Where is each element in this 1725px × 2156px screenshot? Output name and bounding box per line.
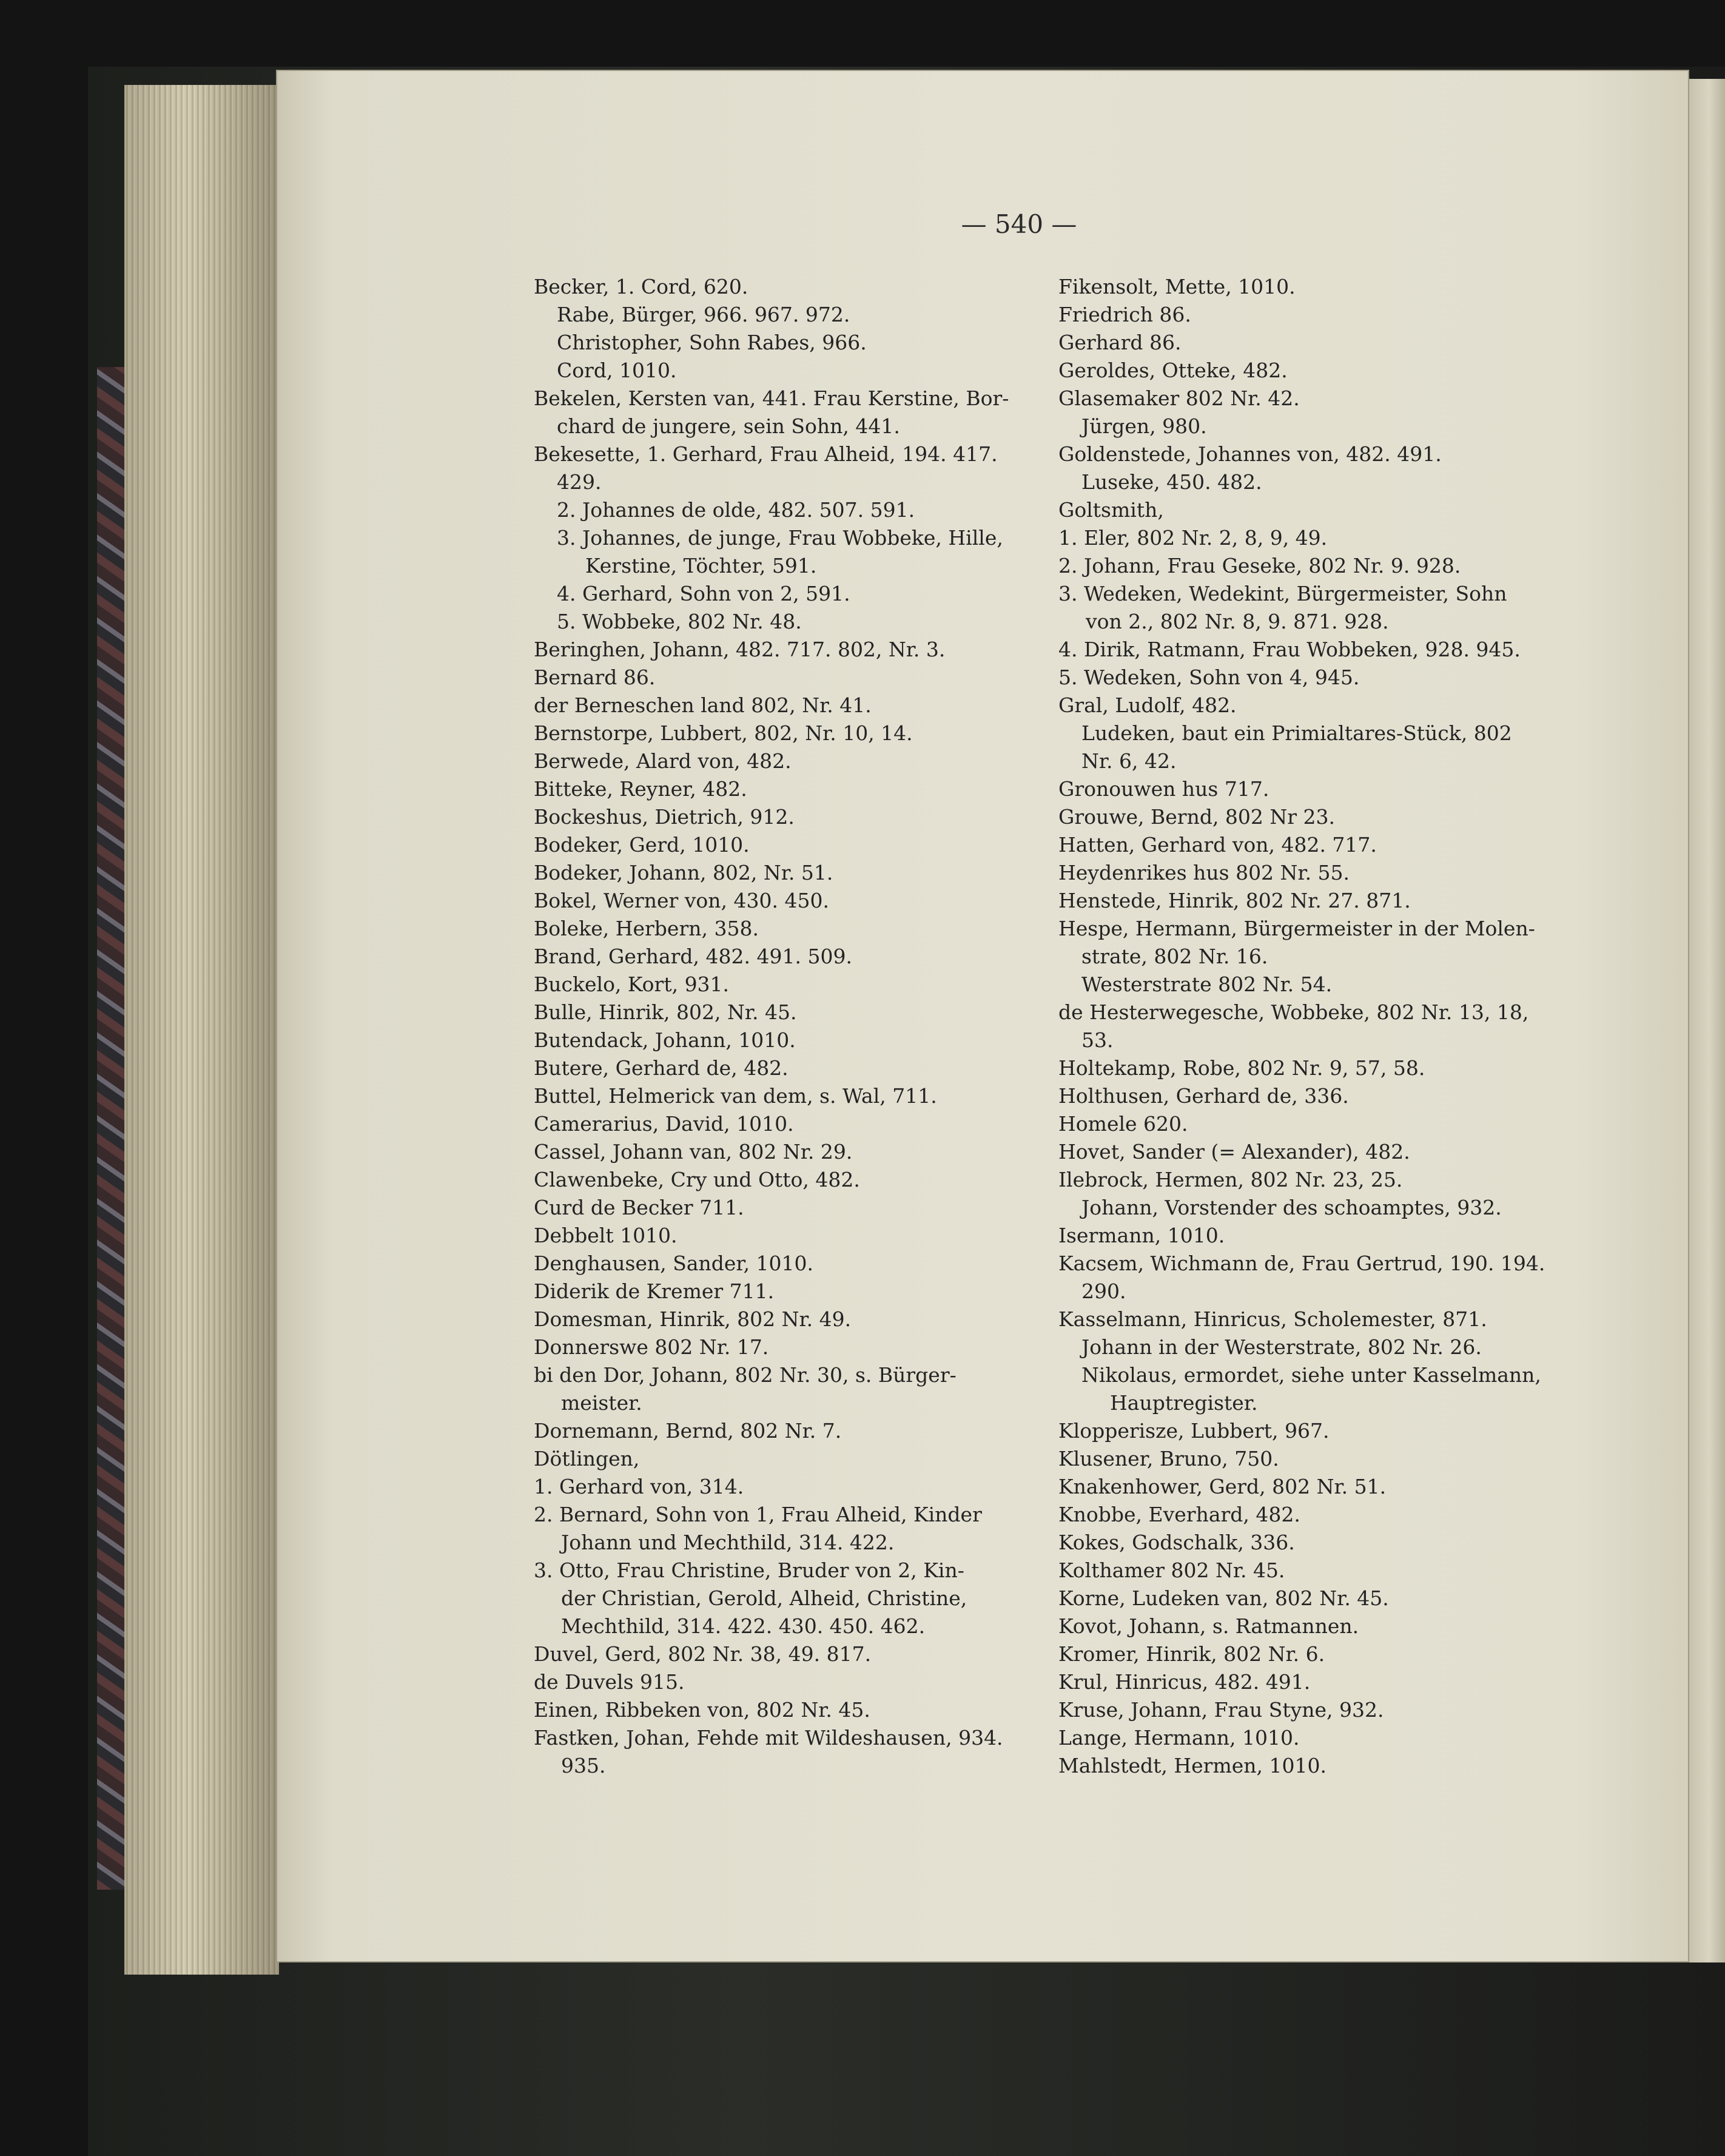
index-entry: Heydenrikes hus 802 Nr. 55.: [1058, 861, 1350, 884]
index-entry: 4. Dirik, Ratmann, Frau Wobbeken, 928. 945.: [1058, 638, 1521, 661]
index-entry: 3. Wedeken, Wedekint, Bürgermeister, Sohn: [1058, 582, 1507, 605]
index-entry: Bulle, Hinrik, 802, Nr. 45.: [534, 1000, 797, 1024]
index-entry: Kacsem, Wichmann de, Frau Gertrud, 190. 194.: [1058, 1251, 1545, 1275]
index-entry: Goltsmith,: [1058, 498, 1164, 522]
index-entry: Knakenhower, Gerd, 802 Nr. 51.: [1058, 1475, 1387, 1498]
index-entry: von 2., 802 Nr. 8, 9. 871. 928.: [1086, 610, 1389, 633]
index-entry: de Hesterwegesche, Wobbeke, 802 Nr. 13, 18,: [1058, 1000, 1529, 1024]
index-entry: 1. Gerhard von, 314.: [534, 1475, 744, 1498]
index-entry: Domesman, Hinrik, 802 Nr. 49.: [534, 1307, 852, 1331]
index-entry: Berwede, Alard von, 482.: [534, 749, 792, 773]
index-entry: Knobbe, Everhard, 482.: [1058, 1503, 1300, 1526]
index-entry: Bokel, Werner von, 430. 450.: [534, 889, 829, 912]
index-entry: bi den Dor, Johann, 802 Nr. 30, s. Bürger-: [534, 1363, 957, 1387]
index-entry: Bockeshus, Dietrich, 912.: [534, 805, 795, 829]
index-entry: Boleke, Herbern, 358.: [534, 917, 759, 940]
index-entry: Grouwe, Bernd, 802 Nr 23.: [1058, 805, 1336, 829]
index-entry: Gral, Ludolf, 482.: [1058, 693, 1237, 717]
index-entry: Jürgen, 980.: [1081, 414, 1207, 438]
index-column-left: [534, 273, 1009, 1780]
index-entry: Kokes, Godschalk, 336.: [1058, 1531, 1295, 1554]
index-entry: Bodeker, Gerd, 1010.: [534, 833, 750, 857]
index-entry: Ludeken, baut ein Primialtares-Stück, 802: [1081, 721, 1512, 745]
index-entry: Johann, Vorstender des schoamptes, 932.: [1081, 1196, 1502, 1219]
index-entry: Buckelo, Kort, 931.: [534, 972, 730, 996]
index-entry: Buttel, Helmerick van dem, s. Wal, 711.: [534, 1084, 937, 1108]
index-entry: Kromer, Hinrik, 802 Nr. 6.: [1058, 1642, 1325, 1666]
index-entry: Duvel, Gerd, 802 Nr. 38, 49. 817.: [534, 1642, 872, 1666]
index-entry: Curd de Becker 711.: [534, 1196, 744, 1219]
page-block-edge: [124, 85, 279, 1975]
index-entry: 5. Wedeken, Sohn von 4, 945.: [1058, 665, 1360, 689]
index-entry: Hatten, Gerhard von, 482. 717.: [1058, 833, 1377, 857]
index-entry: Beringhen, Johann, 482. 717. 802, Nr. 3.: [534, 638, 946, 661]
facing-page-edge: [1686, 79, 1725, 1962]
index-entry: Christopher, Sohn Rabes, 966.: [557, 331, 867, 354]
index-entry: Dötlingen,: [534, 1447, 640, 1470]
index-entry: Luseke, 450. 482.: [1081, 470, 1262, 494]
index-entry: Hovet, Sander (= Alexander), 482.: [1058, 1140, 1410, 1164]
index-entry: 4. Gerhard, Sohn von 2, 591.: [557, 582, 850, 605]
index-entry: Goldenstede, Johannes von, 482. 491.: [1058, 442, 1442, 466]
index-entry: Cord, 1010.: [557, 359, 677, 382]
index-entry: Westerstrate 802 Nr. 54.: [1081, 972, 1333, 996]
index-entry: 3. Otto, Frau Christine, Bruder von 2, Kin-: [534, 1558, 964, 1582]
index-entry: de Duvels 915.: [534, 1670, 685, 1694]
index-entry: Rabe, Bürger, 966. 967. 972.: [557, 303, 850, 326]
page-number: — 540 —: [961, 209, 1077, 239]
index-entry: Korne, Ludeken van, 802 Nr. 45.: [1058, 1586, 1389, 1610]
index-entry: Kerstine, Töchter, 591.: [585, 554, 817, 578]
index-entry: Cassel, Johann van, 802 Nr. 29.: [534, 1140, 853, 1164]
index-entry: Bekelen, Kersten van, 441. Frau Kerstine, Bor-: [534, 386, 1009, 410]
index-entry: Fikensolt, Mette, 1010.: [1058, 275, 1296, 298]
index-entry: Isermann, 1010.: [1058, 1224, 1225, 1247]
index-entry: der Berneschen land 802, Nr. 41.: [534, 693, 872, 717]
index-entry: Donnerswe 802 Nr. 17.: [534, 1335, 769, 1359]
index-entry: Holthusen, Gerhard de, 336.: [1058, 1084, 1349, 1108]
index-entry: Butere, Gerhard de, 482.: [534, 1056, 789, 1080]
index-entry: Butendack, Johann, 1010.: [534, 1028, 796, 1052]
index-entry: 429.: [557, 470, 602, 494]
index-entry: der Christian, Gerold, Alheid, Christine,: [561, 1586, 967, 1610]
index-entry: Kruse, Johann, Frau Styne, 932.: [1058, 1698, 1384, 1722]
index-entry: 2. Johann, Frau Geseke, 802 Nr. 9. 928.: [1058, 554, 1461, 578]
index-entry: 2. Bernard, Sohn von 1, Frau Alheid, Kinder: [534, 1503, 982, 1526]
index-entry: Hauptregister.: [1110, 1391, 1258, 1415]
index-entry: Klusener, Bruno, 750.: [1058, 1447, 1279, 1470]
index-entry: Bodeker, Johann, 802, Nr. 51.: [534, 861, 833, 884]
index-entry: Kasselmann, Hinricus, Scholemester, 871.: [1058, 1307, 1487, 1331]
index-entry: Kovot, Johann, s. Ratmannen.: [1058, 1614, 1359, 1638]
index-entry: Kolthamer 802 Nr. 45.: [1058, 1558, 1285, 1582]
index-entry: Diderik de Kremer 711.: [534, 1279, 775, 1303]
index-entry: Gerhard 86.: [1058, 331, 1182, 354]
index-entry: Bekesette, 1. Gerhard, Frau Alheid, 194. 417.: [534, 442, 998, 466]
index-entry: 2. Johannes de olde, 482. 507. 591.: [557, 498, 915, 522]
index-entry: Brand, Gerhard, 482. 491. 509.: [534, 945, 852, 968]
index-entry: Geroldes, Otteke, 482.: [1058, 359, 1288, 382]
index-entry: Johann in der Westerstrate, 802 Nr. 26.: [1081, 1335, 1482, 1359]
index-entry: Ilebrock, Hermen, 802 Nr. 23, 25.: [1058, 1168, 1403, 1191]
index-entry: meister.: [561, 1391, 642, 1415]
index-entry: Johann und Mechthild, 314. 422.: [561, 1531, 895, 1554]
index-entry: Klopperisze, Lubbert, 967.: [1058, 1419, 1330, 1443]
index-column-right: [1058, 273, 1545, 1780]
index-entry: chard de jungere, sein Sohn, 441.: [557, 414, 900, 438]
index-entry: Nikolaus, ermordet, siehe unter Kasselmann,: [1081, 1363, 1541, 1387]
index-entry: 1. Eler, 802 Nr. 2, 8, 9, 49.: [1058, 526, 1328, 550]
index-entry: Clawenbeke, Cry und Otto, 482.: [534, 1168, 860, 1191]
index-entry: Gronouwen hus 717.: [1058, 777, 1269, 801]
index-entry: 53.: [1081, 1028, 1114, 1052]
index-entry: Bernstorpe, Lubbert, 802, Nr. 10, 14.: [534, 721, 913, 745]
index-entry: 935.: [561, 1754, 606, 1777]
index-entry: Friedrich 86.: [1058, 303, 1191, 326]
index-entry: Homele 620.: [1058, 1112, 1188, 1136]
index-entry: Mahlstedt, Hermen, 1010.: [1058, 1754, 1327, 1777]
index-entry: Nr. 6, 42.: [1081, 749, 1177, 773]
index-entry: Dornemann, Bernd, 802 Nr. 7.: [534, 1419, 842, 1443]
index-entry: Denghausen, Sander, 1010.: [534, 1251, 814, 1275]
index-entry: Becker, 1. Cord, 620.: [534, 275, 748, 298]
index-entry: Fastken, Johan, Fehde mit Wildeshausen, 934.: [534, 1726, 1003, 1750]
index-entry: 5. Wobbeke, 802 Nr. 48.: [557, 610, 802, 633]
index-entry: Krul, Hinricus, 482. 491.: [1058, 1670, 1311, 1694]
index-entry: Debbelt 1010.: [534, 1224, 678, 1247]
index-entry: 290.: [1081, 1279, 1126, 1303]
index-entry: Lange, Hermann, 1010.: [1058, 1726, 1300, 1750]
index-entry: Glasemaker 802 Nr. 42.: [1058, 386, 1300, 410]
index-entry: Hespe, Hermann, Bürgermeister in der Molen-: [1058, 917, 1535, 940]
index-entry: Camerarius, David, 1010.: [534, 1112, 794, 1136]
index-entry: Holtekamp, Robe, 802 Nr. 9, 57, 58.: [1058, 1056, 1425, 1080]
index-entry: Henstede, Hinrik, 802 Nr. 27. 871.: [1058, 889, 1411, 912]
index-entry: Bernard 86.: [534, 665, 656, 689]
index-entry: strate, 802 Nr. 16.: [1081, 945, 1268, 968]
index-entry: Einen, Ribbeken von, 802 Nr. 45.: [534, 1698, 870, 1722]
index-entry: Bitteke, Reyner, 482.: [534, 777, 747, 801]
index-entry: 3. Johannes, de junge, Frau Wobbeke, Hille,: [557, 526, 1003, 550]
index-entry: Mechthild, 314. 422. 430. 450. 462.: [561, 1614, 926, 1638]
